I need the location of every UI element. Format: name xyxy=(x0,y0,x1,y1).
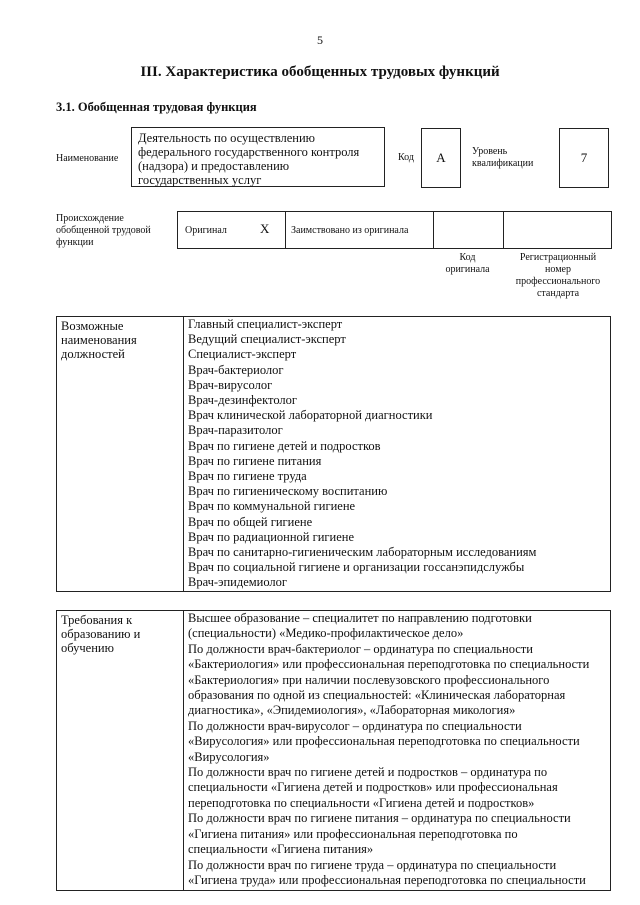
education-line: По должности врач-вирусолог – ординатура по специальности xyxy=(188,718,522,733)
position-item: Врач-бактериолог xyxy=(188,362,284,377)
origin-code-caption xyxy=(430,252,505,276)
caption-line: номер xyxy=(545,264,571,275)
positions-list xyxy=(184,317,611,592)
name-line: (надзора) и предоставлению xyxy=(138,159,290,173)
education-line: переподготовка по специальности «Гигиена детей и подростков» xyxy=(188,795,535,810)
position-item: Врач-эпидемиолог xyxy=(188,575,288,590)
position-item: Врач по гигиене труда xyxy=(188,469,307,484)
section-title: III. Характеристика обобщенных трудовых функций xyxy=(140,64,500,80)
name-value-box xyxy=(131,127,385,187)
name-label: Наименование xyxy=(56,153,119,164)
education-line: «Гигиена труда» или профессиональная переподготовка по специальности xyxy=(188,872,586,887)
name-line: федерального государственного контроля xyxy=(138,145,360,159)
education-line: По должности врач по гигиене труда – ординатура по специальности xyxy=(188,857,557,872)
position-item: Врач по гигиене детей и подростков xyxy=(188,438,381,453)
education-label-line: обучению xyxy=(61,641,114,655)
position-item: Врач-паразитолог xyxy=(188,423,283,438)
position-item: Врач клинической лабораторной диагностики xyxy=(188,408,433,423)
education-line: образования по одной из специальностей: «Клиническая лабораторная xyxy=(188,688,566,703)
caption-line: оригинала xyxy=(445,264,490,275)
position-item: Врач по гигиене питания xyxy=(188,453,322,468)
origin-borrowed-text: Заимствовано из оригинала xyxy=(291,225,409,236)
position-item: Ведущий специалист-эксперт xyxy=(188,332,346,347)
position-item: Врач-вирусолог xyxy=(188,377,273,392)
caption-line: профессионального xyxy=(515,276,601,287)
education-line: специальности «Гигиена питания» xyxy=(188,842,374,857)
position-item: Главный специалист-эксперт xyxy=(188,317,343,331)
education-line: «Вирусология» xyxy=(188,749,270,764)
position-item: Врач по гигиеническому воспитанию xyxy=(188,484,388,499)
origin-label-line: обобщенной трудовой xyxy=(56,225,151,236)
caption-line: Регистрационный xyxy=(519,252,597,263)
positions-label-line: должностей xyxy=(61,347,125,361)
positions-label-line: наименования xyxy=(61,333,137,347)
qualification-label xyxy=(472,146,533,170)
education-line: «Бактериология» или профессиональная переподготовка по специальности xyxy=(188,657,590,672)
positions-table xyxy=(56,316,611,592)
position-item: Врач-дезинфектолог xyxy=(188,393,298,408)
name-line: Деятельность по осуществлению xyxy=(138,131,316,145)
education-table xyxy=(56,610,611,891)
code-label: Код xyxy=(398,152,414,163)
origin-mark: X xyxy=(260,221,270,236)
subsection-title: 3.1. Обобщенная трудовая функция xyxy=(56,100,257,114)
education-label-line: образованию и xyxy=(61,627,141,641)
qualification-value: 7 xyxy=(580,150,588,165)
education-line: Высшее образование – специалитет по направлению подготовки xyxy=(188,611,532,625)
name-line: государственных услуг xyxy=(138,173,262,187)
education-line: «Гигиена питания» или профессиональная переподготовка по xyxy=(188,826,518,841)
education-line: «Бактериология» при наличии послевузовского профессионального xyxy=(188,672,550,687)
qualification-value-box xyxy=(559,128,609,188)
education-line: По должности врач по гигиене детей и подростков – ординатура по xyxy=(188,765,548,780)
education-line: (специальности) «Медико-профилактическое дело» xyxy=(188,626,464,641)
education-line: По должности врач по гигиене питания – ординатура по специальности xyxy=(188,811,571,826)
position-item: Врач по коммунальной гигиене xyxy=(188,499,356,514)
education-line: диагностика», «Эпидемиология», «Лабораторная микология» xyxy=(188,703,516,718)
caption-line: стандарта xyxy=(536,288,580,299)
positions-label-line: Возможные xyxy=(61,319,124,333)
position-item: Врач по санитарно-гигиеническим лабораторным исследованиям xyxy=(188,545,537,560)
origin-label-line: Происхождение xyxy=(56,213,124,224)
education-text xyxy=(184,611,611,891)
code-value-box xyxy=(421,128,461,188)
position-item: Врач по социальной гигиене и организации госсанэпидслужбы xyxy=(188,560,525,575)
qualification-label-line: Уровень xyxy=(472,146,508,157)
education-line: По должности врач-бактериолог – ординатура по специальности xyxy=(188,641,533,656)
education-label-line: Требования к xyxy=(61,613,133,627)
code-value: А xyxy=(436,150,446,165)
position-item: Специалист-эксперт xyxy=(188,347,297,362)
position-item: Врач по радиационной гигиене xyxy=(188,529,354,544)
origin-reg-caption xyxy=(505,252,611,300)
page-number: 5 xyxy=(317,33,323,47)
qualification-label-line: квалификации xyxy=(472,158,534,169)
caption-line: Код xyxy=(459,252,476,263)
origin-original-text: Оригинал xyxy=(185,225,227,236)
origin-label-line: функции xyxy=(56,237,94,248)
origin-label xyxy=(56,213,151,249)
positions-label xyxy=(57,317,184,592)
origin-cell-reg-number xyxy=(503,211,612,249)
education-label xyxy=(57,611,184,891)
position-item: Врач по общей гигиене xyxy=(188,514,313,529)
education-line: специальности «Гигиена детей и подростков» или профессиональная xyxy=(188,780,558,795)
education-line: «Вирусология» или профессиональная переподготовка по специальности xyxy=(188,734,580,749)
origin-cell-code xyxy=(433,211,504,249)
